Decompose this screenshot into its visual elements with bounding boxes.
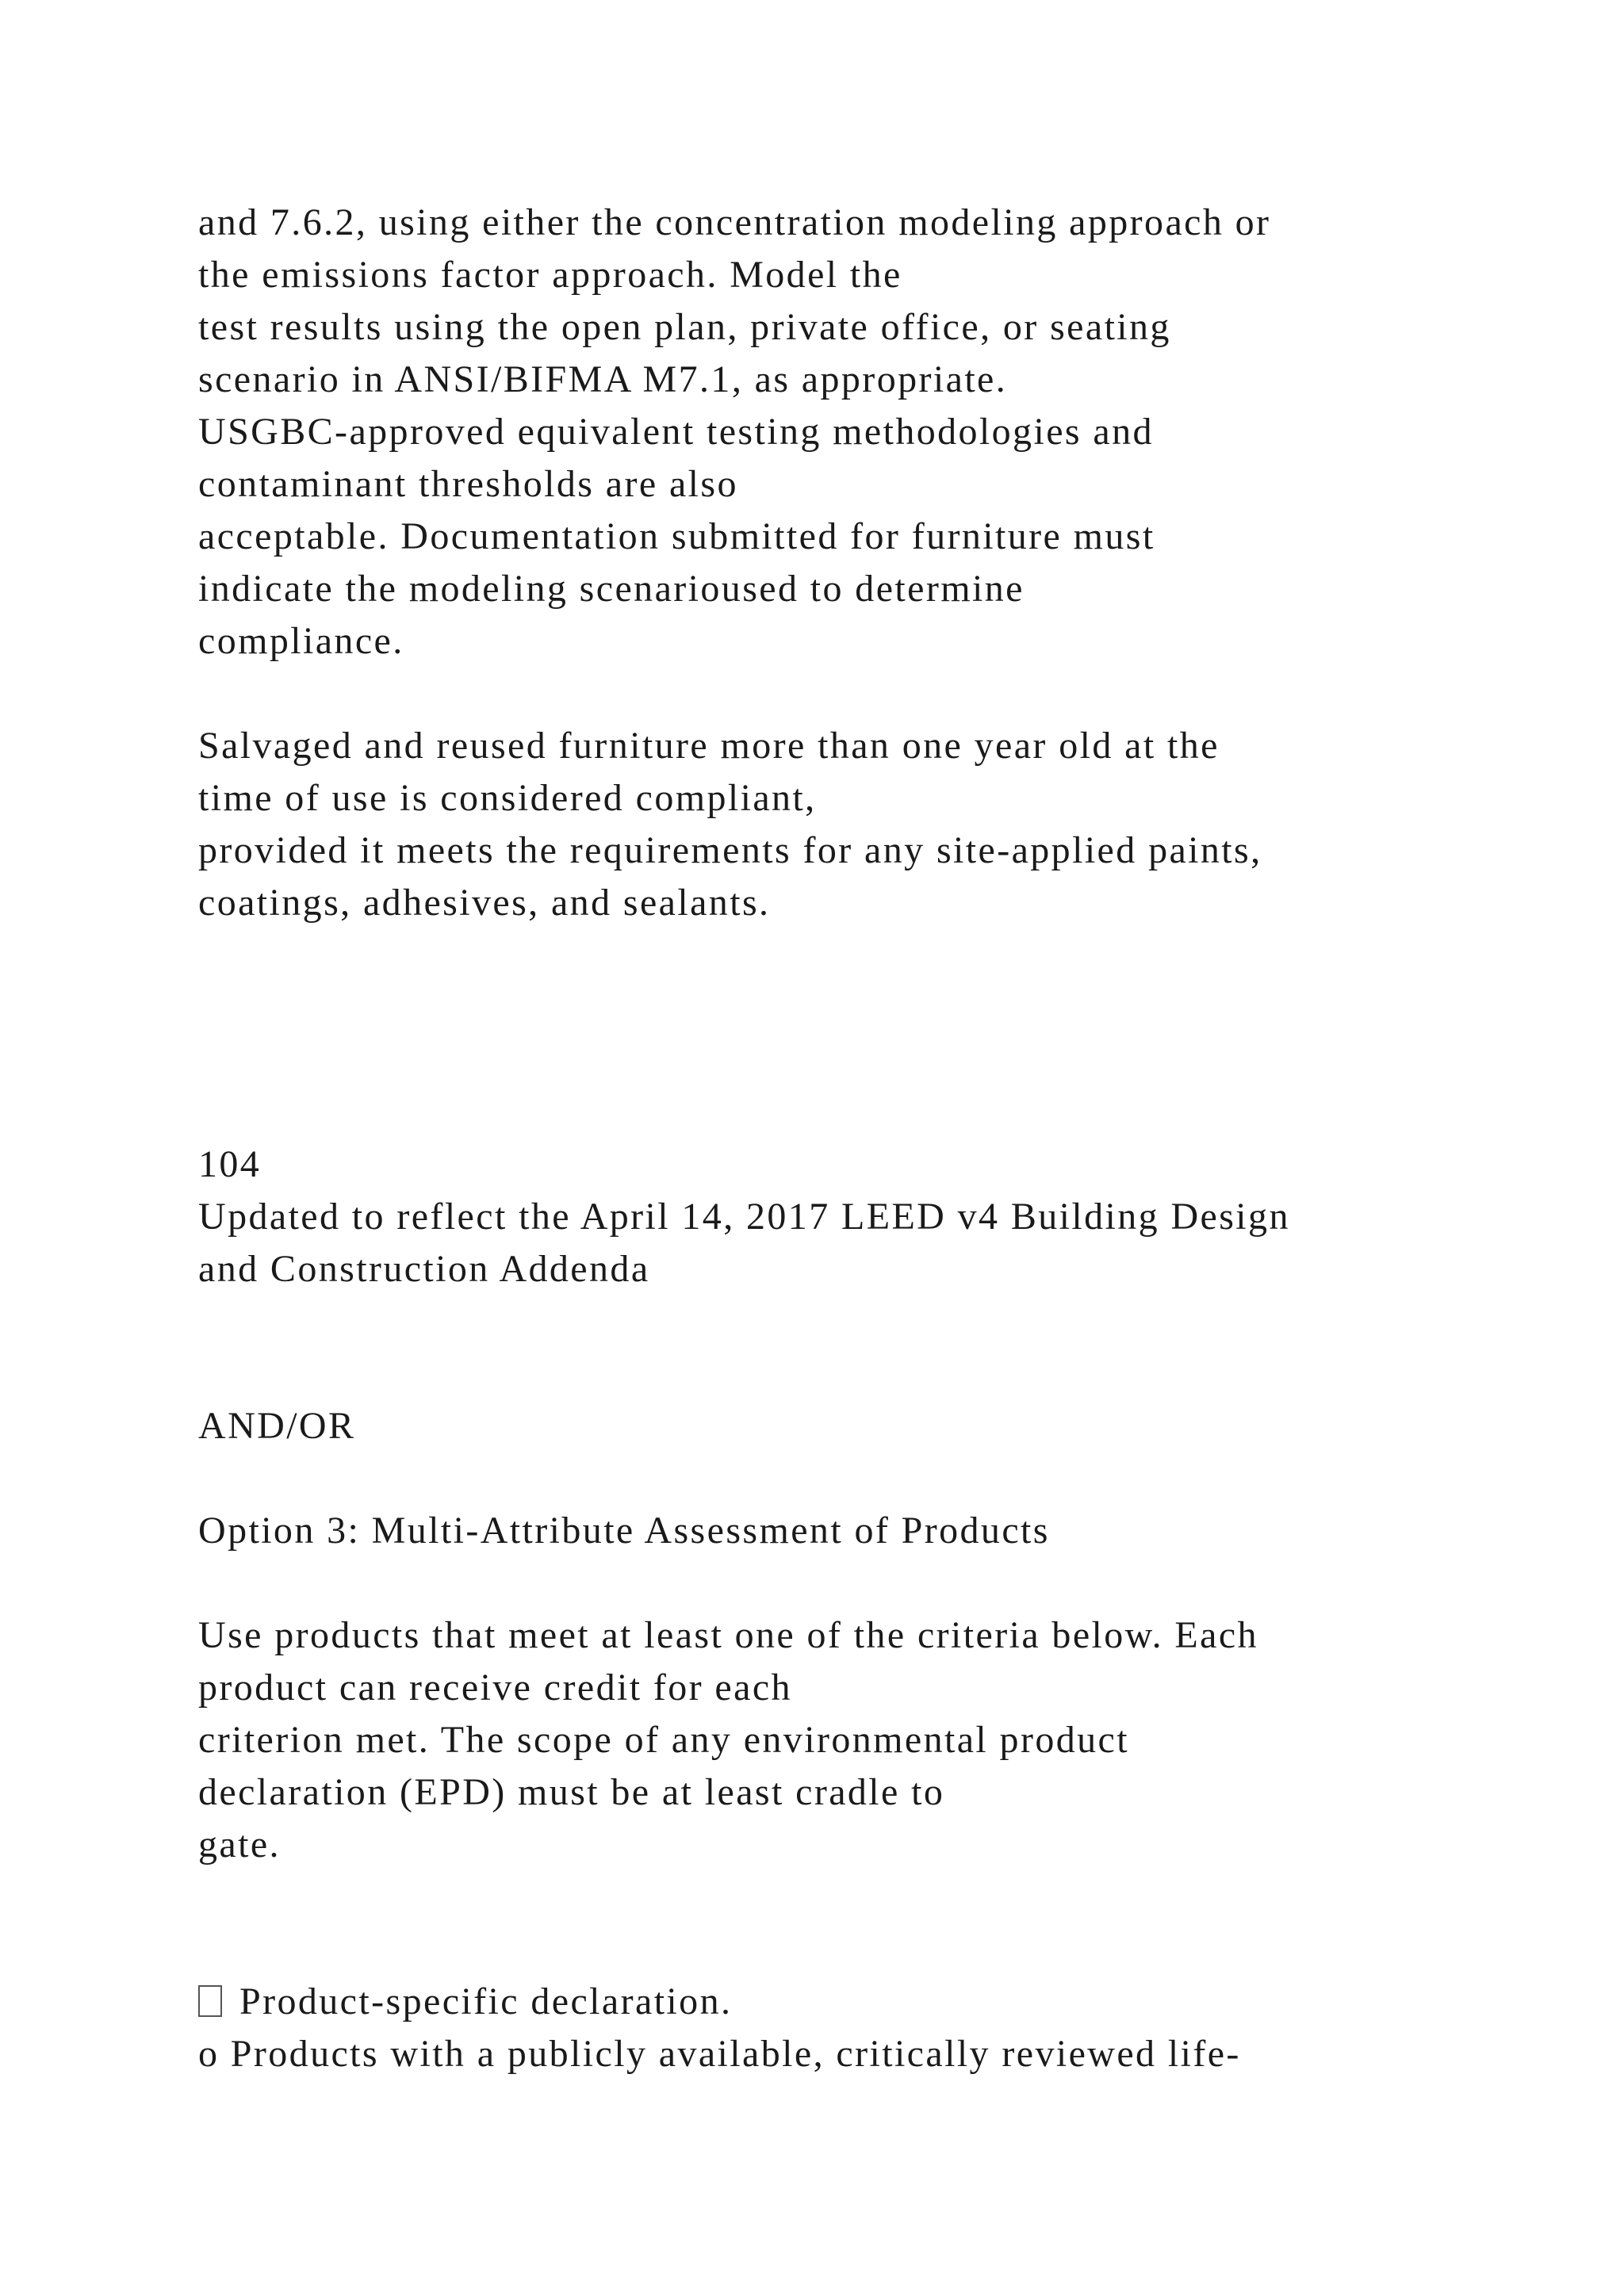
text-line: the emissions factor approach. Model the bbox=[198, 254, 902, 296]
text-line: acceptable. Documentation submitted for furniture must bbox=[198, 515, 1155, 557]
text-line: time of use is considered compliant, bbox=[198, 777, 817, 819]
text-line: scenario in ANSI/BIFMA M7.1, as appropriate. bbox=[198, 358, 1008, 400]
text-line: contaminant thresholds are also bbox=[198, 463, 738, 505]
option-heading: Option 3: Multi-Attribute Assessment of Products bbox=[198, 1510, 1050, 1552]
text-line: and 7.6.2, using either the concentration modeling approach or bbox=[198, 201, 1271, 243]
text-line: USGBC-approved equivalent testing methodologies and bbox=[198, 411, 1154, 453]
text-line: coatings, adhesives, and sealants. bbox=[198, 882, 771, 924]
footer-line: and Construction Addenda bbox=[198, 1248, 650, 1290]
and-or-separator: AND/OR bbox=[198, 1405, 356, 1447]
text-line: provided it meets the requirements for any site-applied paints, bbox=[198, 829, 1262, 871]
text-line: Use products that meet at least one of the criteria below. Each bbox=[198, 1614, 1258, 1656]
bullet-item bbox=[198, 1976, 732, 2028]
text-line: gate. bbox=[198, 1823, 281, 1866]
bullet-text: Product-specific declaration. bbox=[239, 1980, 733, 2022]
text-line: product can receive credit for each bbox=[198, 1667, 792, 1709]
text-line: indicate the modeling scenarioused to determine bbox=[198, 568, 1025, 610]
footer-line: Updated to reflect the April 14, 2017 LEED v4 Building Design bbox=[198, 1196, 1290, 1238]
text-line: test results using the open plan, private office, or seating bbox=[198, 306, 1171, 348]
text-line: compliance. bbox=[198, 620, 404, 662]
page-number: 104 bbox=[198, 1143, 262, 1185]
text-line: criterion met. The scope of any environmental product bbox=[198, 1719, 1129, 1761]
text-line: Salvaged and reused furniture more than one year old at the bbox=[198, 725, 1220, 767]
text-line: declaration (EPD) must be at least cradle to bbox=[198, 1771, 945, 1813]
sub-bullet-item: o Products with a publicly available, critically reviewed life- bbox=[198, 2033, 1241, 2075]
missing-glyph-icon bbox=[198, 1985, 222, 2017]
